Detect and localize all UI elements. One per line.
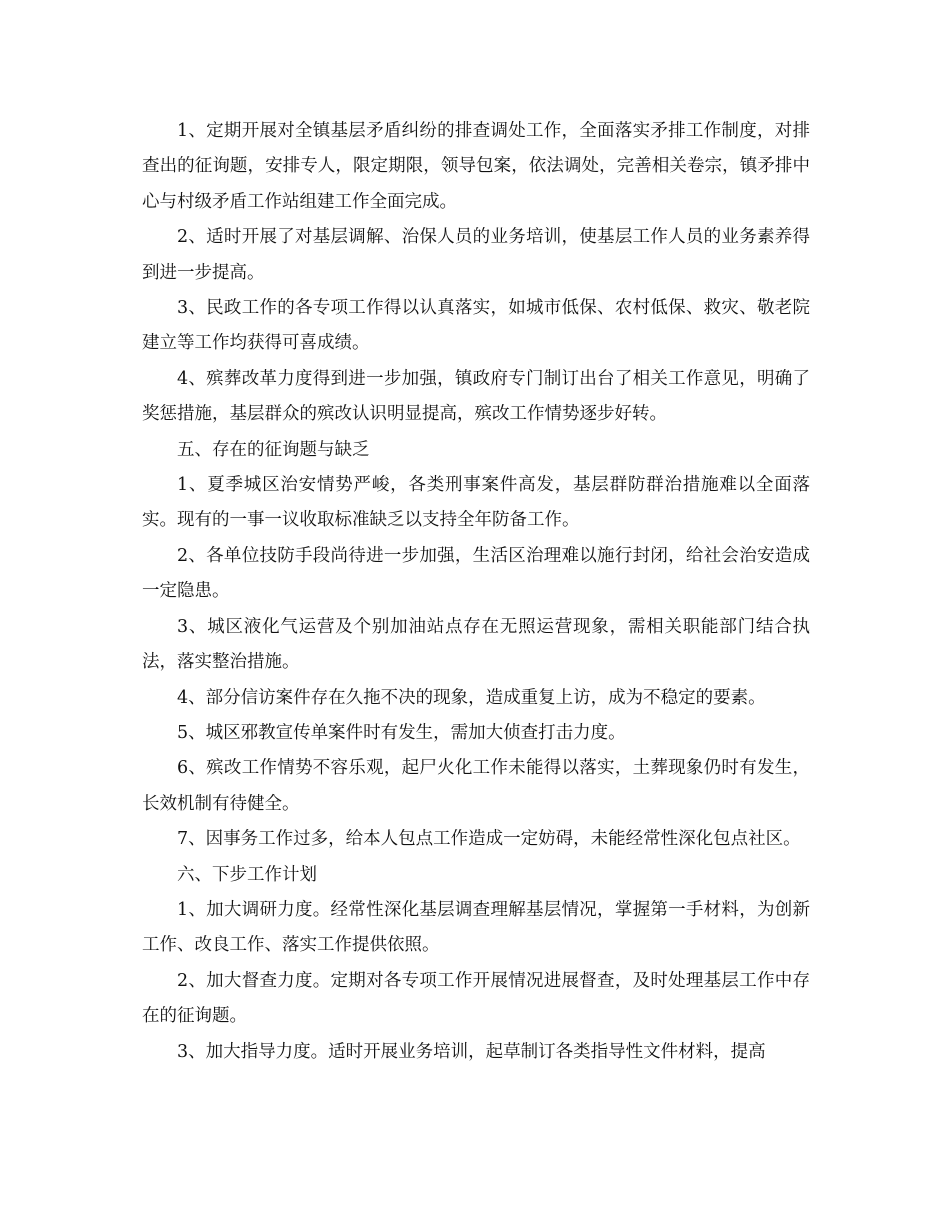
- paragraph-2: 2、适时开展了对基层调解、治保人员的业务培训，使基层工作人员的业务素养得到进一步提高。: [142, 227, 810, 283]
- paragraph-4: 4、殡葬改革力度得到进一步加强，镇政府专门制订出台了相关工作意见，明确了奖惩措施，基层群众的殡改认识明显提高，殡改工作情势逐步好转。: [142, 368, 810, 425]
- paragraph-16: 3、加大指导力度。适时开展业务培训，起草制订各类指导性文件材料，提高: [177, 1041, 766, 1062]
- paragraph-14: 1、加大调研力度。经常性深化基层调查理解基层情况，掌握第一手材料，为创新工作、改良工作、落实工作提供依照。: [142, 899, 810, 956]
- paragraph-6: 1、夏季城区治安情势严峻，各类刑事案件高发，基层群防群治措施难以全面落实。现有的一事一议收取标准缺乏以支持全年防备工作。: [142, 475, 810, 531]
- section-heading-5: 五、存在的征询题与缺乏: [177, 439, 370, 460]
- document-body: [142, 114, 810, 1070]
- paragraph-8: 3、城区液化气运营及个别加油站点存在无照运营现象，需相关职能部门结合执法，落实整治措施。: [142, 616, 810, 673]
- section-heading-6: 六、下步工作计划: [177, 864, 317, 885]
- paragraph-3: 3、民政工作的各专项工作得以认真落实，如城市低保、农村低保、救灾、敬老院建立等工作均获得可喜成绩。: [142, 298, 810, 354]
- paragraph-7: 2、各单位技防手段尚待进一步加强，生活区治理难以施行封闭，给社会治安造成一定隐患。: [142, 545, 810, 602]
- paragraph-10: 5、城区邪教宣传单案件时有发生，需加大侦查打击力度。: [177, 722, 626, 743]
- paragraph-9: 4、部分信访案件存在久拖不决的现象，造成重复上访，成为不稳定的要素。: [177, 687, 766, 708]
- paragraph-15: 2、加大督查力度。定期对各专项工作开展情况进展督查，及时处理基层工作中存在的征询题。: [142, 970, 810, 1027]
- paragraph-1: 1、定期开展对全镇基层矛盾纠纷的排查调处工作，全面落实矛排工作制度，对排查出的征询题，安排专人，限定期限，领导包案，依法调处，完善相关卷宗，镇矛排中心与村级矛盾工作站组建工作全面完成。: [142, 121, 810, 212]
- paragraph-11: 6、殡改工作情势不容乐观，起尸火化工作未能得以落实，土葬现象仍时有发生，长效机制有待健全。: [142, 758, 810, 814]
- paragraph-12: 7、因事务工作过多，给本人包点工作造成一定妨碍，未能经常性深化包点社区。: [177, 829, 801, 850]
